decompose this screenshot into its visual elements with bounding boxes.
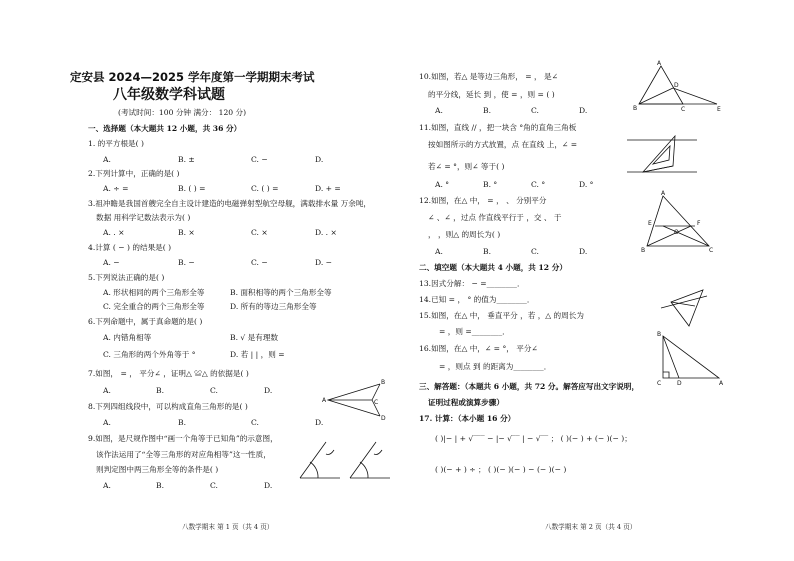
option: D.: [315, 418, 324, 427]
fig16-label: C: [657, 380, 662, 387]
question-1: 1. 的平方根是( ): [88, 139, 144, 148]
option: D.: [315, 155, 324, 164]
exam-info: (考试时间：100 分钟 满分： 120 分): [118, 108, 247, 117]
question-16: 16.如图，在△ 中，∠ = °， 平分∠: [419, 344, 538, 353]
option: C. −: [251, 155, 268, 164]
fig16-label: A: [719, 380, 724, 387]
fig12-label: A: [661, 190, 666, 197]
question-6: 6.下列命题中，属于真命题的是( ): [88, 317, 203, 326]
fig16-label: B: [657, 331, 662, 338]
question-17-parts: ( )|− | + √‾‾‾ − |− √‾‾ | − √‾‾ ； ( )(− ) + (− )(− )；: [435, 434, 632, 443]
question-3: 3.祖冲瞻是我国首艘完全自主设计建造的电磁弹射型航空母舰，满载排水量 万余吨，: [88, 199, 372, 208]
exam-subtitle: 八年级数学科试题: [113, 87, 225, 103]
question-2: 2.下列计算中，正确的是( ): [88, 169, 180, 178]
option: A. ÷ =: [103, 184, 129, 193]
option: D.: [264, 481, 273, 490]
option: B. −: [178, 258, 195, 267]
option: C. ( ) =: [251, 184, 279, 193]
page-footer: 八数学期末 第 2 页（共 4 页）: [545, 523, 637, 531]
question-11-cont: 按如图所示的方式放置，点 在直线 上，∠ =: [428, 140, 578, 149]
question-11-cont: 若∠ = °，则∠ 等于( ): [428, 162, 505, 171]
option: C.: [210, 386, 218, 395]
question-4: 4.计算 ( − ) 的结果是( ): [88, 243, 172, 252]
question-15-cont: = ，则 =________．: [439, 327, 510, 336]
fig12-label: E: [648, 220, 652, 227]
option: C. 完全重合的两个三角形全等: [103, 302, 205, 311]
option: C. −: [251, 258, 268, 267]
fig12-label: B: [641, 247, 646, 254]
question-17-parts: ( )(− + ) ÷ ； ( )(− )(− ) − (− )(− ): [435, 465, 567, 474]
option: D.: [579, 247, 588, 256]
question-12-cont: ∠ 、∠ ，过点 作直线平行于 ，交 、 于: [428, 213, 562, 222]
option: A. 内错角相等: [103, 333, 152, 342]
question-16-cont: = ，则点 到 的距离为________．: [439, 362, 552, 371]
fig7-label: D: [381, 415, 386, 422]
option: B. ±: [178, 155, 195, 164]
question-9: 9.如图，是尺规作图中“画一个角等于已知角”的示意图，: [88, 434, 278, 443]
option: A.: [103, 481, 111, 490]
question-17: 17. 计算：（本小题 16 分）: [419, 414, 516, 423]
option: A.: [103, 155, 111, 164]
fig12-label: C: [709, 247, 714, 254]
figure-q9: [296, 436, 396, 482]
option: B. °: [483, 180, 498, 189]
option: D. 若 | | ，则 =: [230, 350, 285, 359]
option: A.: [435, 247, 443, 256]
fig7-label: A: [322, 397, 327, 404]
option: B. ×: [178, 228, 195, 237]
question-9-cont: 则判定图中两三角形全等的条件是( ): [96, 465, 219, 474]
question-7: 7.如图， = ， 平分∠ ，证明△ ≌△ 的依据是( ): [88, 369, 249, 378]
page-footer: 八数学期末 第 1 页（共 4 页）: [182, 523, 274, 531]
question-5: 5.下列说法正确的是( ): [88, 273, 165, 282]
option: A.: [435, 106, 443, 115]
option: A. −: [103, 258, 120, 267]
section-heading: 二、填空题（本大题共 4 小题，共 12 分）: [419, 263, 567, 272]
question-3-cont: 数据 用科学记数法表示为( ): [96, 213, 191, 222]
figure-q7: [320, 378, 390, 422]
fig12-label: O: [674, 229, 679, 236]
question-13: 13.因式分解： − =________．: [419, 279, 525, 288]
section-heading: 一、选择题（本大题共 12 小题，共 36 分）: [88, 124, 242, 133]
option: A.: [103, 386, 111, 395]
option: D. . ×: [315, 228, 337, 237]
exam-title: 定安县 2024—2025 学年度第一学期期末考试: [70, 70, 315, 84]
fig10-label: E: [717, 106, 721, 113]
figure-q11: [625, 130, 699, 184]
fig10-label: D: [674, 82, 679, 89]
option: B. ( ) =: [178, 184, 206, 193]
figure-q15: [659, 282, 709, 332]
option: B. 面积相等的两个三角形全等: [230, 288, 332, 297]
option: A.: [103, 418, 111, 427]
option: A. °: [435, 180, 450, 189]
question-10-cont: 的平分线，延长 到 ，使 = ，则 = ( ): [428, 90, 555, 99]
question-11: 11.如图，直线 // ，把一块含 °角的直角三角板: [419, 123, 577, 132]
figure-q10: [633, 60, 723, 112]
option: A. 形状相同的两个三角形全等: [103, 288, 205, 297]
right-page: [397, 0, 794, 561]
figure-q16: [653, 330, 729, 386]
question-15: 15.如图，在△ 中， 垂直平分 ，若 ，△ 的周长为: [419, 311, 584, 320]
option: C.: [251, 418, 259, 427]
option: D.: [264, 386, 273, 395]
option: D. °: [579, 180, 594, 189]
fig16-label: D: [677, 380, 682, 387]
section-heading-cont: 证明过程或演算步骤）: [428, 398, 504, 407]
option: C. 三角形的两个外角等于 °: [103, 350, 196, 359]
option: A. . ×: [103, 228, 125, 237]
option: C. ×: [251, 228, 268, 237]
option: D. −: [315, 258, 333, 267]
option: D.: [579, 106, 588, 115]
fig7-label: B: [381, 379, 386, 386]
option: C.: [531, 106, 539, 115]
section-heading: 三、解答题：（本题共 6 小题，共 72 分。解答应写出文字说明，: [419, 382, 640, 391]
option: D. 所有的等边三角形全等: [230, 302, 317, 311]
fig10-label: C: [681, 106, 686, 113]
fig12-label: F: [697, 220, 701, 227]
fig10-label: B: [633, 105, 638, 112]
option: B.: [483, 247, 491, 256]
option: B.: [156, 481, 164, 490]
question-10: 10.如图，若△ 是等边三角形， = ， 是∠: [419, 72, 559, 81]
fig7-label: C: [374, 399, 379, 406]
question-14: 14.已知 = ， ° 的值为________．: [419, 295, 535, 304]
question-8: 8.下列四组线段中，可以构成直角三角形的是( ): [88, 402, 248, 411]
option: C.: [531, 247, 539, 256]
option: C.: [210, 481, 218, 490]
option: B.: [483, 106, 491, 115]
question-12: 12.如图，在△ 中， = ， 、 分别平分: [419, 196, 547, 205]
option: B.: [156, 386, 164, 395]
option: B. √ 是有理数: [230, 333, 279, 342]
option: D. + =: [315, 184, 341, 193]
figure-q12: [641, 190, 717, 254]
question-12-cont: ， ，则△ 的周长为( ): [428, 230, 501, 239]
option: B.: [178, 418, 186, 427]
question-9-cont: 该作法运用了“全等三角形的对应角相等”这一性质，: [96, 450, 271, 459]
option: C. °: [531, 180, 546, 189]
fig10-label: A: [657, 60, 662, 67]
